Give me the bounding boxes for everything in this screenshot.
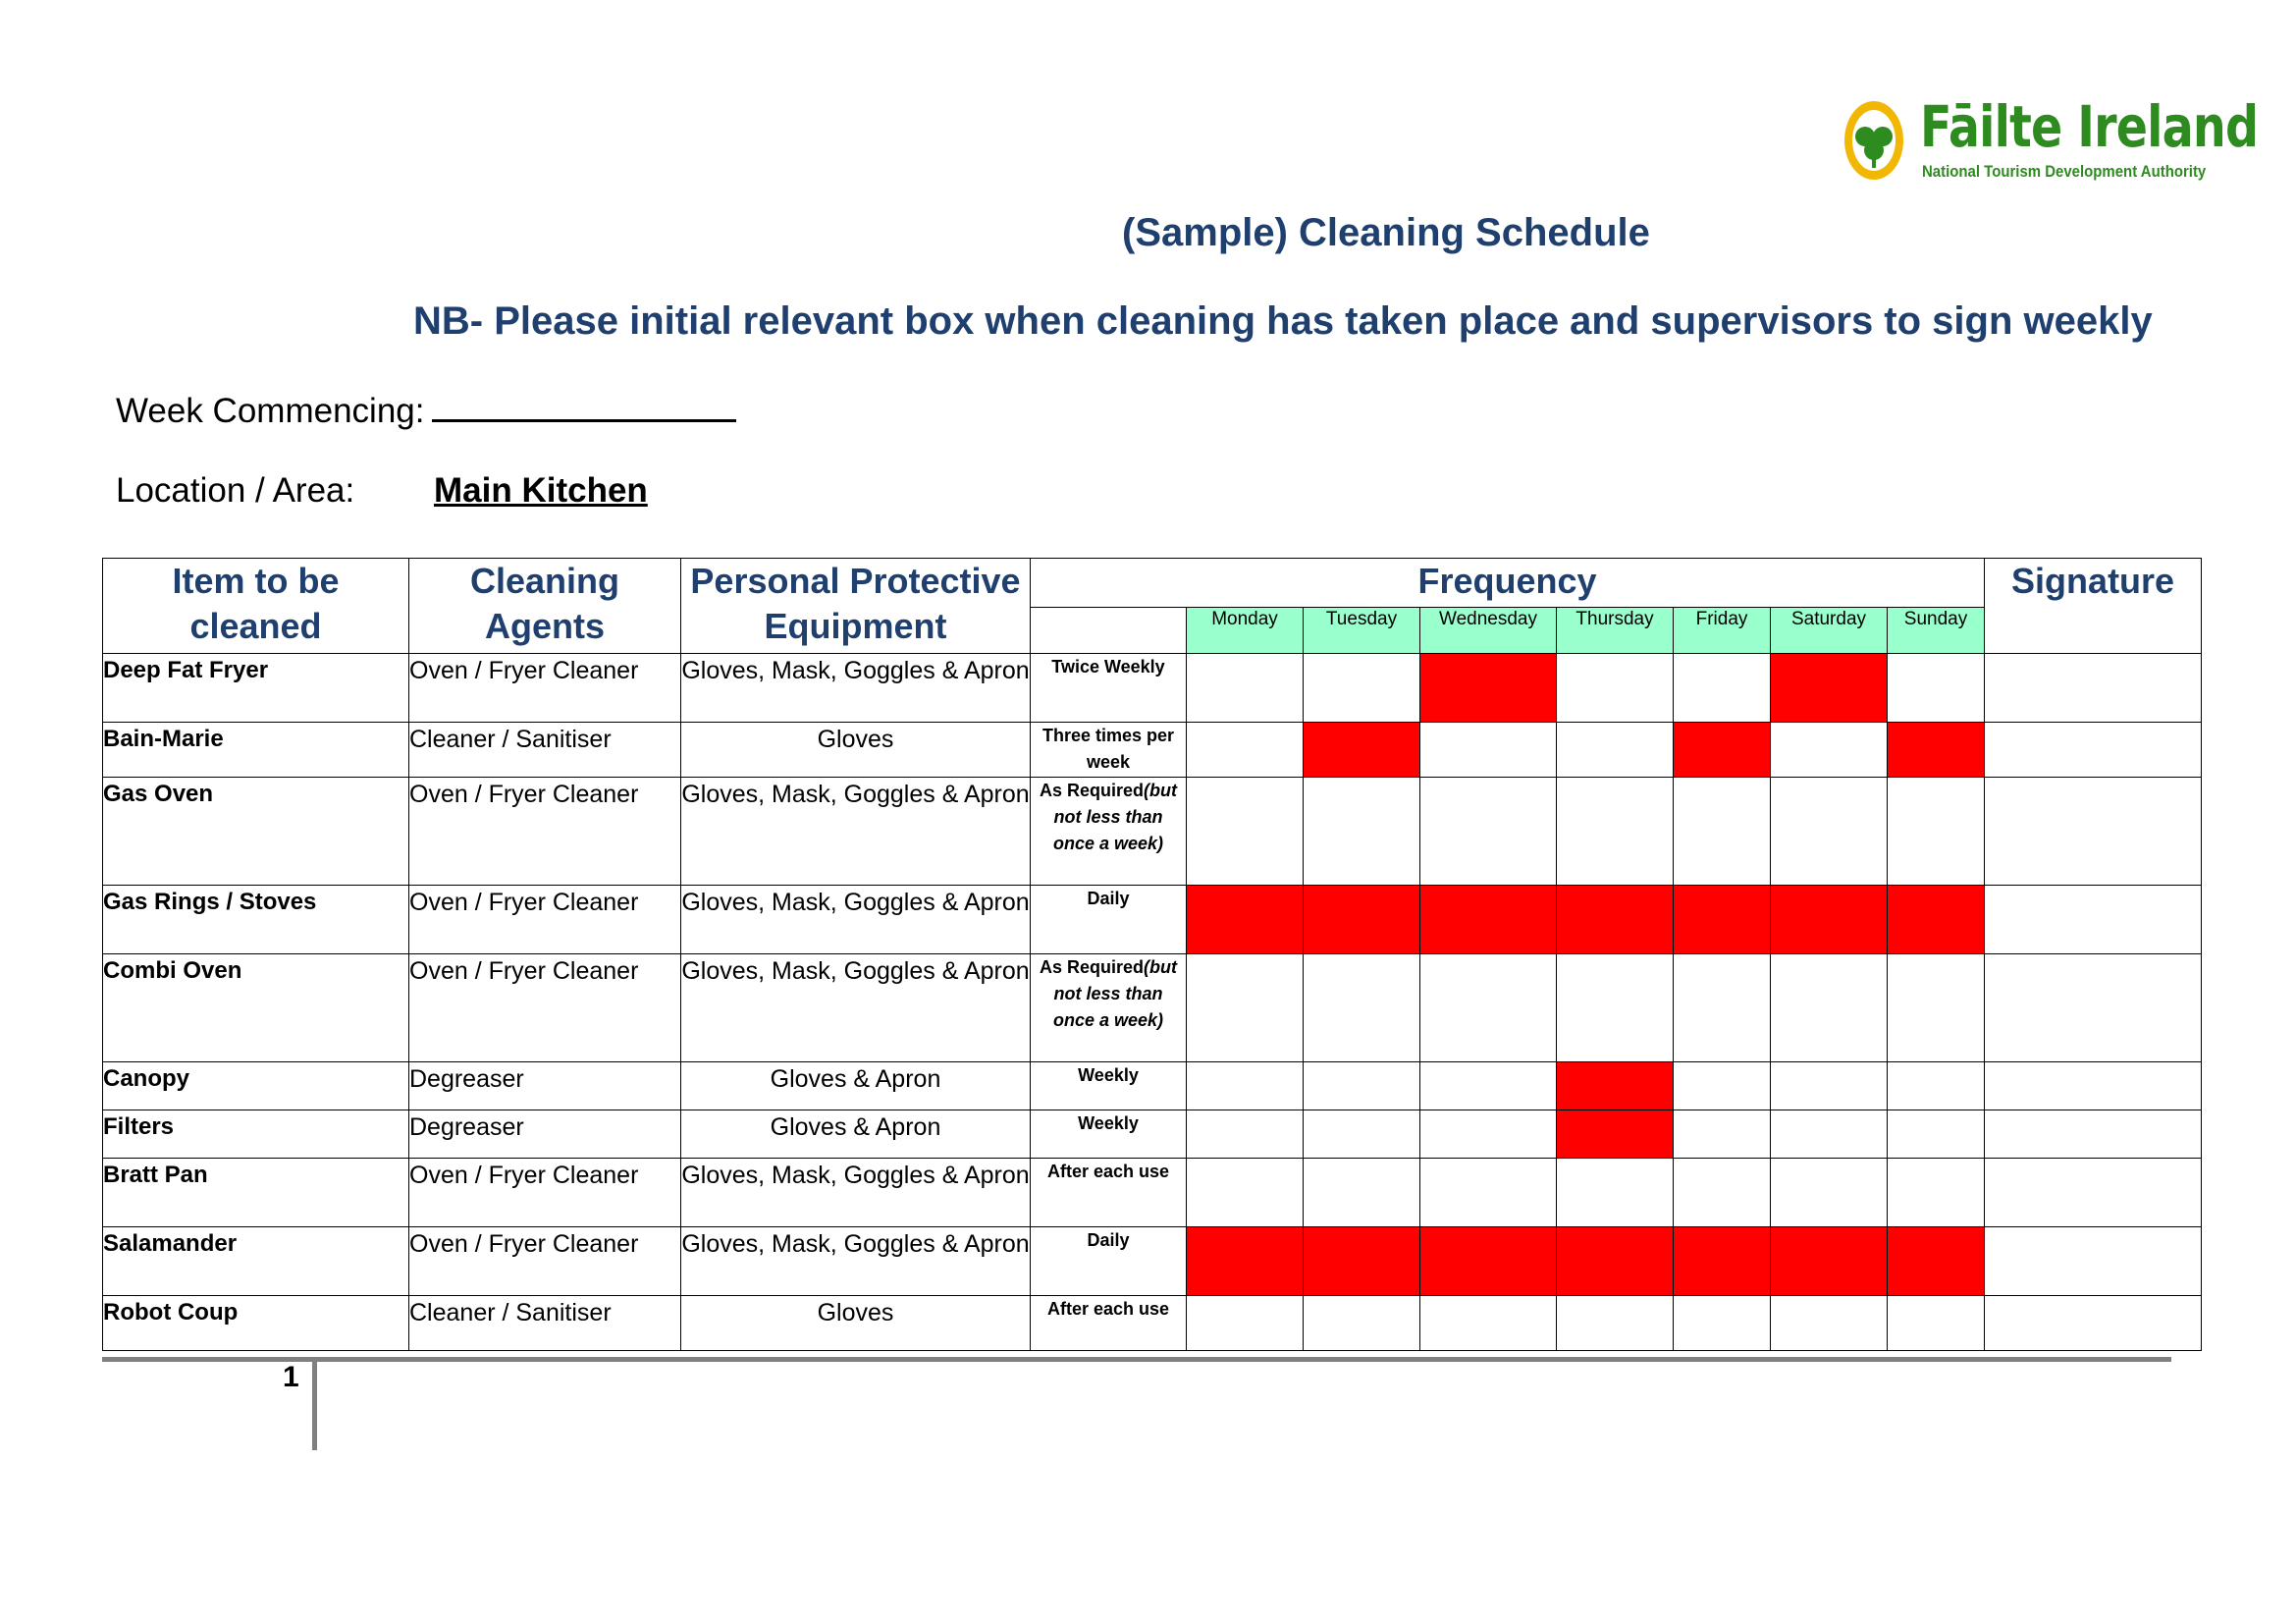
table-row — [103, 1159, 2202, 1227]
initial-box-saturday[interactable] — [1771, 1227, 1888, 1296]
frequency-text: Daily — [1087, 1230, 1130, 1250]
ppe-cell: Gloves, Mask, Goggles & Apron — [681, 654, 1031, 723]
signature-box[interactable] — [1985, 954, 2202, 1062]
frequency-text: Daily — [1087, 889, 1130, 908]
initial-box-friday[interactable] — [1674, 1296, 1771, 1351]
day-header-monday: Monday — [1187, 608, 1304, 654]
location-area — [116, 471, 648, 511]
table-row — [103, 1296, 2202, 1351]
ppe-cell: Gloves, Mask, Goggles & Apron — [681, 1159, 1031, 1227]
ppe-cell: Gloves — [681, 723, 1031, 778]
header-signature: Signature — [1985, 559, 2202, 654]
initial-box-sunday[interactable] — [1888, 1159, 1985, 1227]
week-commencing — [116, 390, 736, 431]
table-row — [103, 1110, 2202, 1159]
initial-box-sunday[interactable] — [1888, 654, 1985, 723]
table-row — [103, 886, 2202, 954]
table-row — [103, 778, 2202, 886]
table-row — [103, 1062, 2202, 1110]
item-name: Robot Coup — [103, 1296, 409, 1351]
initial-box-wednesday[interactable] — [1420, 654, 1557, 723]
frequency-text: Three times per week — [1041, 726, 1175, 772]
initial-box-tuesday[interactable] — [1304, 654, 1420, 723]
initial-box-sunday[interactable] — [1888, 886, 1985, 954]
ppe-cell: Gloves, Mask, Goggles & Apron — [681, 1227, 1031, 1296]
cleaning-schedule-table — [102, 558, 2202, 1351]
frequency-cell — [1031, 654, 1187, 723]
initial-box-monday[interactable] — [1187, 1110, 1304, 1159]
logo-tagline: National Tourism Development Authority — [1922, 162, 2207, 181]
initial-box-friday[interactable] — [1674, 723, 1771, 778]
footer-rule — [102, 1357, 2171, 1362]
initial-box-sunday[interactable] — [1888, 1227, 1985, 1296]
ppe-cell: Gloves — [681, 1296, 1031, 1351]
item-name: Combi Oven — [103, 954, 409, 1062]
cleaning-agent: Degreaser — [409, 1062, 681, 1110]
shamrock-logo-icon — [1842, 95, 1910, 189]
initial-box-tuesday[interactable] — [1304, 886, 1420, 954]
cleaning-agent: Cleaner / Sanitiser — [409, 723, 681, 778]
day-header-tuesday: Tuesday — [1304, 608, 1420, 654]
initial-box-sunday[interactable] — [1888, 1296, 1985, 1351]
frequency-note: (but not less than once a week) — [1052, 957, 1177, 1030]
signature-box[interactable] — [1985, 1296, 2202, 1351]
frequency-text: Weekly — [1078, 1113, 1139, 1133]
day-header-saturday: Saturday — [1771, 608, 1888, 654]
header-item: Item to be cleaned — [103, 559, 409, 654]
initial-box-wednesday[interactable] — [1420, 1227, 1557, 1296]
cleaning-agent: Degreaser — [409, 1110, 681, 1159]
cleaning-agent: Oven / Fryer Cleaner — [409, 954, 681, 1062]
initial-box-saturday[interactable] — [1771, 654, 1888, 723]
cleaning-agent: Oven / Fryer Cleaner — [409, 654, 681, 723]
initial-box-tuesday[interactable] — [1304, 1159, 1420, 1227]
initial-box-sunday[interactable] — [1888, 1110, 1985, 1159]
initial-box-saturday[interactable] — [1771, 886, 1888, 954]
frequency-cell — [1031, 1110, 1187, 1159]
item-name: Salamander — [103, 1227, 409, 1296]
page-number: 1 — [283, 1361, 299, 1393]
ppe-cell: Gloves, Mask, Goggles & Apron — [681, 778, 1031, 886]
frequency-text: Weekly — [1078, 1065, 1139, 1085]
table-row — [103, 1227, 2202, 1296]
initial-box-wednesday[interactable] — [1420, 886, 1557, 954]
cleaning-agent: Oven / Fryer Cleaner — [409, 1159, 681, 1227]
initial-box-wednesday[interactable] — [1420, 778, 1557, 886]
initial-box-friday[interactable] — [1674, 1227, 1771, 1296]
initial-box-sunday[interactable] — [1888, 954, 1985, 1062]
ppe-cell: Gloves, Mask, Goggles & Apron — [681, 954, 1031, 1062]
initial-box-saturday[interactable] — [1771, 1110, 1888, 1159]
initial-box-sunday[interactable] — [1888, 778, 1985, 886]
item-name: Bratt Pan — [103, 1159, 409, 1227]
header-cleaning-agents: Cleaning Agents — [409, 559, 681, 654]
day-header-thursday: Thursday — [1557, 608, 1674, 654]
ppe-cell: Gloves & Apron — [681, 1062, 1031, 1110]
logo-brand-name: Fāilte Ireland — [1920, 93, 2259, 160]
initial-box-tuesday[interactable] — [1304, 1062, 1420, 1110]
initial-box-friday[interactable] — [1674, 778, 1771, 886]
ppe-cell: Gloves, Mask, Goggles & Apron — [681, 886, 1031, 954]
initial-box-monday[interactable] — [1187, 778, 1304, 886]
initial-box-tuesday[interactable] — [1304, 723, 1420, 778]
initial-box-wednesday[interactable] — [1420, 1296, 1557, 1351]
frequency-cell — [1031, 723, 1187, 778]
initial-box-friday[interactable] — [1674, 954, 1771, 1062]
initial-box-saturday[interactable] — [1771, 723, 1888, 778]
initial-box-thursday[interactable] — [1557, 886, 1674, 954]
location-value: Main Kitchen — [434, 471, 648, 510]
day-header-wednesday: Wednesday — [1420, 608, 1557, 654]
frequency-text: After each use — [1046, 1162, 1170, 1181]
initial-box-thursday[interactable] — [1557, 778, 1674, 886]
initial-box-wednesday[interactable] — [1420, 1159, 1557, 1227]
initial-box-friday[interactable] — [1674, 886, 1771, 954]
initial-box-sunday[interactable] — [1888, 1062, 1985, 1110]
frequency-cell — [1031, 778, 1187, 886]
frequency-cell — [1031, 1227, 1187, 1296]
frequency-text: After each use — [1046, 1299, 1170, 1319]
signature-box[interactable] — [1985, 723, 2202, 778]
cleaning-agent: Cleaner / Sanitiser — [409, 1296, 681, 1351]
frequency-cell — [1031, 1159, 1187, 1227]
initial-box-friday[interactable] — [1674, 1062, 1771, 1110]
signature-box[interactable] — [1985, 1110, 2202, 1159]
initial-box-wednesday[interactable] — [1420, 723, 1557, 778]
frequency-cell — [1031, 886, 1187, 954]
table-row — [103, 954, 2202, 1062]
frequency-cell — [1031, 1296, 1187, 1351]
initial-box-wednesday[interactable] — [1420, 954, 1557, 1062]
initial-box-monday[interactable] — [1187, 1227, 1304, 1296]
initial-box-monday[interactable] — [1187, 723, 1304, 778]
frequency-cell — [1031, 954, 1187, 1062]
table-row — [103, 654, 2202, 723]
frequency-cell — [1031, 1062, 1187, 1110]
initial-box-tuesday[interactable] — [1304, 778, 1420, 886]
initial-box-friday[interactable] — [1674, 654, 1771, 723]
cleaning-agent: Oven / Fryer Cleaner — [409, 778, 681, 886]
initial-box-monday[interactable] — [1187, 1159, 1304, 1227]
day-header-sunday: Sunday — [1888, 608, 1985, 654]
initial-box-friday[interactable] — [1674, 1110, 1771, 1159]
ppe-cell: Gloves & Apron — [681, 1110, 1031, 1159]
initial-box-monday[interactable] — [1187, 1296, 1304, 1351]
week-commencing-label: Week Commencing: — [116, 392, 425, 430]
signature-box[interactable] — [1985, 1227, 2202, 1296]
initial-box-sunday[interactable] — [1888, 723, 1985, 778]
week-commencing-blank[interactable] — [432, 390, 736, 422]
initial-box-thursday[interactable] — [1557, 654, 1674, 723]
frequency-text: As Required — [1039, 957, 1145, 977]
initial-box-thursday[interactable] — [1557, 723, 1674, 778]
initial-box-thursday[interactable] — [1557, 1296, 1674, 1351]
initial-box-monday[interactable] — [1187, 886, 1304, 954]
header-frequency-blank — [1031, 608, 1187, 654]
item-name: Filters — [103, 1110, 409, 1159]
failte-ireland-logo — [1842, 93, 2259, 191]
cleaning-agent: Oven / Fryer Cleaner — [409, 886, 681, 954]
initial-box-wednesday[interactable] — [1420, 1110, 1557, 1159]
initial-box-tuesday[interactable] — [1304, 1296, 1420, 1351]
initial-box-saturday[interactable] — [1771, 1296, 1888, 1351]
frequency-text: As Required — [1039, 781, 1145, 800]
day-header-friday: Friday — [1674, 608, 1771, 654]
initial-box-thursday[interactable] — [1557, 1062, 1674, 1110]
initial-box-thursday[interactable] — [1557, 954, 1674, 1062]
header-frequency: Frequency — [1031, 559, 1985, 608]
location-label: Location / Area: — [116, 471, 355, 510]
item-name: Gas Oven — [103, 778, 409, 886]
initial-box-friday[interactable] — [1674, 1159, 1771, 1227]
signature-box[interactable] — [1985, 1062, 2202, 1110]
item-name: Canopy — [103, 1062, 409, 1110]
initial-box-saturday[interactable] — [1771, 954, 1888, 1062]
frequency-text: Twice Weekly — [1051, 657, 1165, 677]
initial-box-tuesday[interactable] — [1304, 954, 1420, 1062]
table-row — [103, 723, 2202, 778]
initial-box-saturday[interactable] — [1771, 1062, 1888, 1110]
initial-box-monday[interactable] — [1187, 1062, 1304, 1110]
footer-divider — [312, 1360, 317, 1450]
item-name: Deep Fat Fryer — [103, 654, 409, 723]
item-name: Gas Rings / Stoves — [103, 886, 409, 954]
signature-box[interactable] — [1985, 1159, 2202, 1227]
initial-box-tuesday[interactable] — [1304, 1227, 1420, 1296]
initial-box-thursday[interactable] — [1557, 1159, 1674, 1227]
header-ppe: Personal Protective Equipment — [681, 559, 1031, 654]
frequency-note: (but not less than once a week) — [1052, 781, 1177, 853]
initial-box-wednesday[interactable] — [1420, 1062, 1557, 1110]
instruction-note: NB- Please initial relevant box when cleaning has taken place and supervisors to sign weekly — [413, 299, 2153, 343]
initial-box-saturday[interactable] — [1771, 778, 1888, 886]
page-title: (Sample) Cleaning Schedule — [1122, 211, 1650, 254]
initial-box-thursday[interactable] — [1557, 1227, 1674, 1296]
initial-box-thursday[interactable] — [1557, 1110, 1674, 1159]
item-name: Bain-Marie — [103, 723, 409, 778]
cleaning-agent: Oven / Fryer Cleaner — [409, 1227, 681, 1296]
signature-box[interactable] — [1985, 778, 2202, 886]
signature-box[interactable] — [1985, 654, 2202, 723]
initial-box-saturday[interactable] — [1771, 1159, 1888, 1227]
initial-box-tuesday[interactable] — [1304, 1110, 1420, 1159]
initial-box-monday[interactable] — [1187, 954, 1304, 1062]
signature-box[interactable] — [1985, 886, 2202, 954]
initial-box-monday[interactable] — [1187, 654, 1304, 723]
